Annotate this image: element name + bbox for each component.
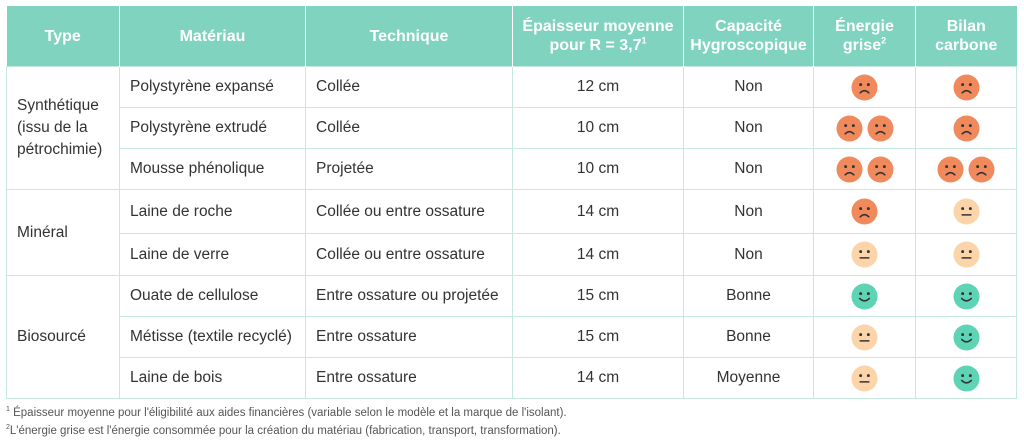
header-row [7,6,1017,67]
header-hygroscopic-capacity: Capacité Hygroscopique [684,6,814,67]
cell-material: Polystyrène extrudé [120,108,306,149]
sad-face-icon [836,115,863,142]
cell-technique: Projetée [306,149,513,190]
cell-carbon-balance [916,358,1017,399]
cell-thickness: 14 cm [513,234,684,276]
cell-hygroscopic-capacity: Non [684,149,814,190]
sad-face-icon [937,156,964,183]
cell-carbon-balance [916,190,1017,234]
cell-grey-energy [814,234,916,276]
happy-face-icon [953,283,980,310]
cell-grey-energy [814,276,916,317]
cell-carbon-balance [916,149,1017,190]
cell-type: Synthétique (issu de la pétrochimie) [7,67,120,190]
cell-technique: Collée ou entre ossature [306,234,513,276]
happy-face-icon [953,365,980,392]
cell-grey-energy [814,190,916,234]
cell-technique: Entre ossature [306,358,513,399]
neutral-face-icon [851,241,878,268]
neutral-face-icon [851,324,878,351]
cell-hygroscopic-capacity: Bonne [684,276,814,317]
cell-material: Laine de verre [120,234,306,276]
sad-face-icon [953,74,980,101]
table-row [7,67,1017,108]
cell-material: Polystyrène expansé [120,67,306,108]
cell-grey-energy [814,67,916,108]
cell-carbon-balance [916,317,1017,358]
cell-technique: Collée [306,67,513,108]
cell-thickness: 14 cm [513,358,684,399]
sad-face-icon [851,74,878,101]
header-technique: Technique [306,6,513,67]
cell-thickness: 12 cm [513,67,684,108]
table-row [7,317,1017,358]
cell-hygroscopic-capacity: Non [684,190,814,234]
sad-face-icon [867,115,894,142]
cell-technique: Entre ossature ou projetée [306,276,513,317]
neutral-face-icon [851,365,878,392]
table-row [7,234,1017,276]
cell-material: Mousse phénolique [120,149,306,190]
neutral-face-icon [953,198,980,225]
cell-grey-energy [814,358,916,399]
cell-carbon-balance [916,108,1017,149]
cell-grey-energy [814,108,916,149]
header-material: Matériau [120,6,306,67]
cell-hygroscopic-capacity: Bonne [684,317,814,358]
neutral-face-icon [953,241,980,268]
cell-hygroscopic-capacity: Non [684,108,814,149]
table-row [7,190,1017,234]
cell-material: Ouate de cellulose [120,276,306,317]
cell-grey-energy [814,317,916,358]
cell-technique: Collée [306,108,513,149]
cell-technique: Collée ou entre ossature [306,190,513,234]
sad-face-icon [968,156,995,183]
footnote-1: $^1$ Épaisseur moyenne pour l'éligibilité aux aides financières (variable selon le modèle et la marque de l'isolant). [6,406,567,419]
cell-thickness: 10 cm [513,149,684,190]
cell-carbon-balance [916,276,1017,317]
header-grey-energy: Énergie grise$^2$ [814,6,916,67]
cell-material: Laine de roche [120,190,306,234]
table-row [7,108,1017,149]
happy-face-icon [953,324,980,351]
cell-material: Métisse (textile recyclé) [120,317,306,358]
cell-thickness: 14 cm [513,190,684,234]
table-row [7,358,1017,399]
cell-carbon-balance [916,67,1017,108]
happy-face-icon [851,283,878,310]
table-body [7,67,1017,399]
cell-technique: Entre ossature [306,317,513,358]
cell-type: Biosourcé [7,276,120,399]
header-type: Type [7,6,120,67]
sad-face-icon [836,156,863,183]
cell-hygroscopic-capacity: Moyenne [684,358,814,399]
cell-carbon-balance [916,234,1017,276]
cell-hygroscopic-capacity: Non [684,234,814,276]
footnote-2: $^2$L'énergie grise est l'énergie consommée pour la création du matériau (fabrication, transport, transformation). [6,424,561,437]
cell-thickness: 10 cm [513,108,684,149]
insulation-comparison-table [6,6,1017,399]
cell-type: Minéral [7,190,120,276]
cell-thickness: 15 cm [513,317,684,358]
header-thickness: Épaisseur moyenne pour $R = 3,7^1$ [513,6,684,67]
cell-thickness: 15 cm [513,276,684,317]
cell-material: Laine de bois [120,358,306,399]
sad-face-icon [953,115,980,142]
sad-face-icon [867,156,894,183]
sad-face-icon [851,198,878,225]
table-row [7,149,1017,190]
cell-hygroscopic-capacity: Non [684,67,814,108]
cell-grey-energy [814,149,916,190]
header-carbon-balance: Bilan carbone [916,6,1017,67]
table-row [7,276,1017,317]
